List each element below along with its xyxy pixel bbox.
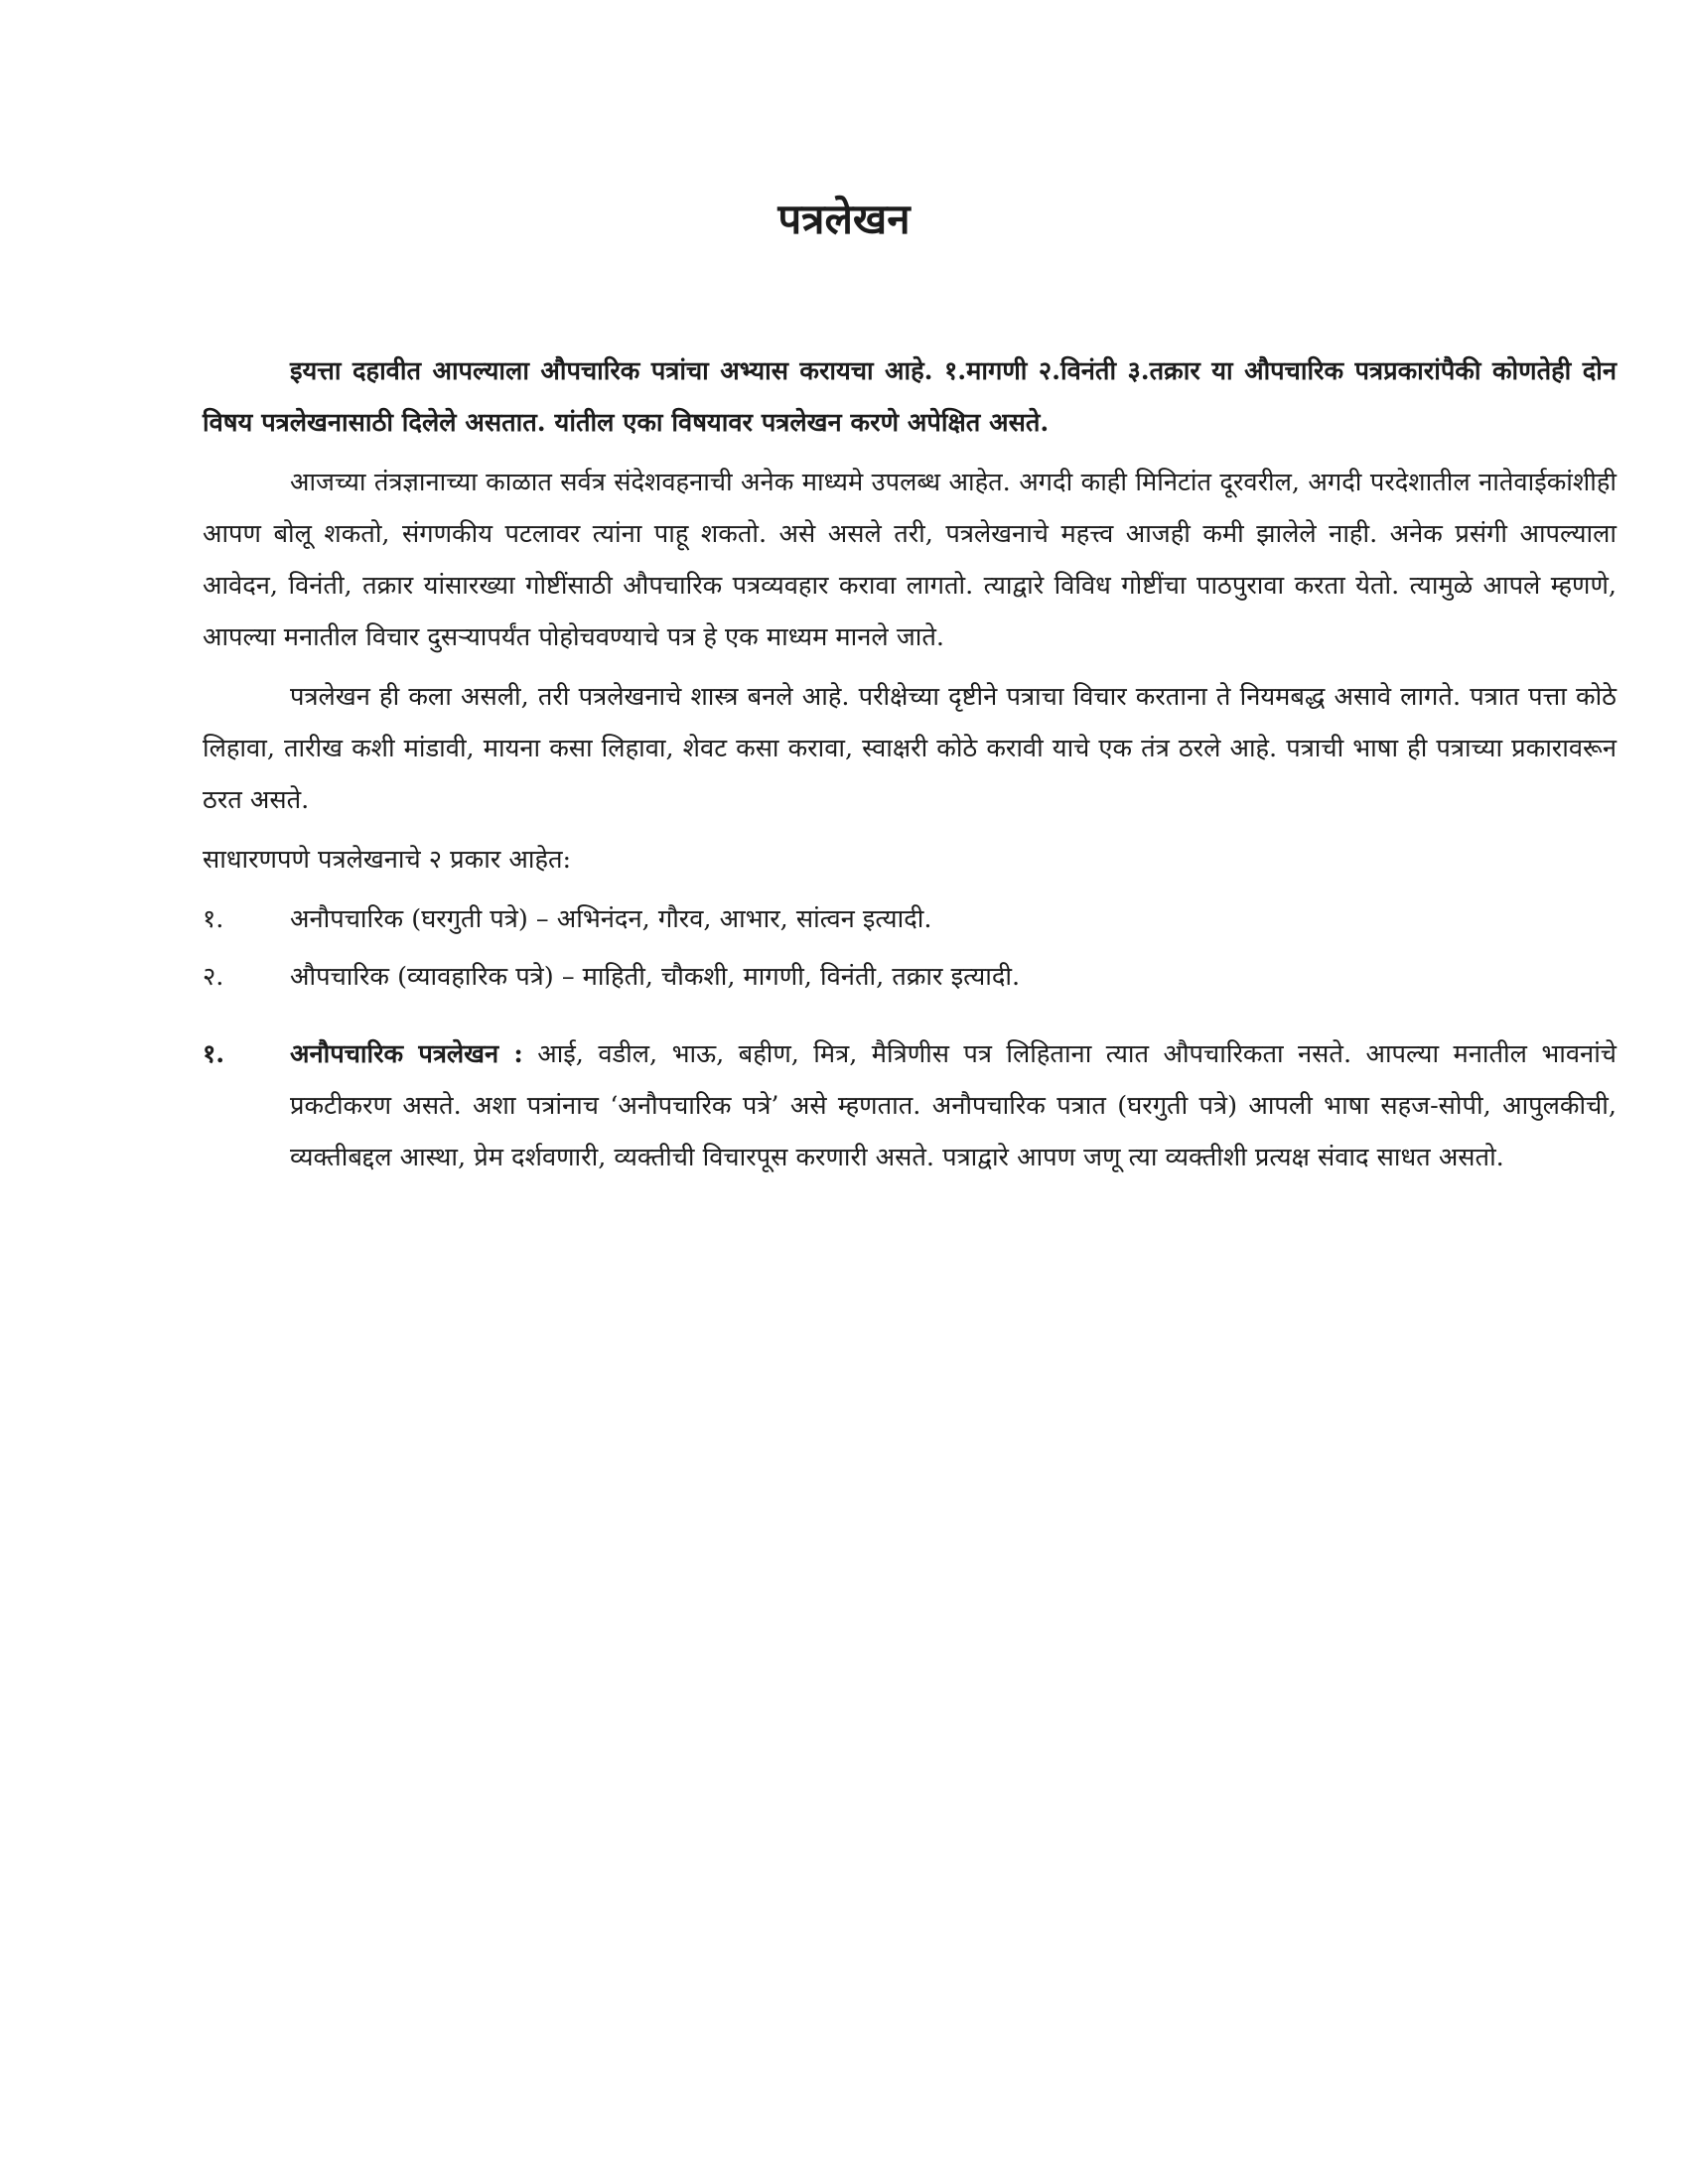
document-body	[203, 345, 1617, 1183]
section-body	[290, 1028, 1617, 1183]
types-intro: साधारणपणे पत्रलेखनाचे २ प्रकार आहेत:	[203, 845, 572, 875]
page-title: पत्रलेखन	[777, 195, 911, 243]
list-item-text: औपचारिक (व्यावहारिक पत्रे) – माहिती, चौकशी, मागणी, विनंती, तक्रार इत्यादी.	[290, 962, 1021, 992]
section-text: आई, वडील, भाऊ, बहीण, मित्र, मैत्रिणीस पत्र लिहिताना त्यात औपचारिकता नसते. आपल्या मनातील भावनांचे प्रकटीकरण असते. अशा पत्रांनाच ‘अनौपचारिक पत्रे’ असे म्हणतात. अनौपचारिक पत्रात (घरगुती पत्रे) आपली भाषा सहज-सोपी, आपुलकीची, व्यक्तीबद्दल आस्था, प्रेम दर्शवणारी, व्यक्तीची विचारपूस करणारी असते. पत्राद्वारे आपण जणू त्या व्यक्तीशी प्रत्यक्ष संवाद साधत असतो.	[290, 1039, 1617, 1172]
paragraph-importance: आजच्या तंत्रज्ञानाच्या काळात सर्वत्र संदेशवहनाची अनेक माध्यमे उपलब्ध आहेत. अगदी काही मिनिटांत दूरवरील, अगदी परदेशातील नातेवाईकांशीही आपण बोलू शकतो, संगणकीय पटलावर त्यांना पाहू शकतो. असे असले तरी, पत्रलेखनाचे महत्त्व आजही कमी झालेले नाही. अनेक प्रसंगी आपल्याला आवेदन, विनंती, तक्रार यांसारख्या गोष्टींसाठी औपचारिक पत्रव्यवहार करावा लागतो. त्याद्वारे विविध गोष्टींचा पाठपुरावा करता येतो. त्यामुळे आपले म्हणणे, आपल्या मनातील विचार दुसऱ्यापर्यंत पोहोचवण्याचे पत्र हे एक माध्यम मानले जाते.	[203, 468, 1617, 652]
section-heading: अनौपचारिक पत्रलेखन :	[290, 1039, 523, 1069]
list-item	[203, 893, 1617, 945]
section-number: १.	[203, 1039, 225, 1069]
intro-paragraph: इयत्ता दहावीत आपल्याला औपचारिक पत्रांचा अभ्यास करायचा आहे. १.मागणी २.विनंती ३.तक्रार या औपचारिक पत्रप्रकारांपैकी कोणतेही दोन विषय पत्रलेखनासाठी दिलेले असतात. यांतील एका विषयावर पत्रलेखन करणे अपेक्षित असते.	[203, 356, 1617, 438]
list-item-text: अनौपचारिक (घरगुती पत्रे) – अभिनंदन, गौरव, आभार, सांत्वन इत्यादी.	[290, 904, 932, 934]
list-item	[203, 951, 1617, 1003]
informal-letter-section	[203, 1028, 1617, 1183]
list-item-number: १.	[203, 904, 224, 934]
list-item-number: २.	[203, 962, 224, 992]
letter-types-list	[203, 893, 1617, 1003]
paragraph-rules: पत्रलेखन ही कला असली, तरी पत्रलेखनाचे शास्त्र बनले आहे. परीक्षेच्या दृष्टीने पत्राचा विचार करताना ते नियमबद्ध असावे लागते. पत्रात पत्ता कोठे लिहावा, तारीख कशी मांडावी, मायना कसा लिहावा, शेवट कसा करावा, स्वाक्षरी कोठे करावी याचे एक तंत्र ठरले आहे. पत्राची भाषा ही पत्राच्या प्रकारावरून ठरत असते.	[203, 682, 1617, 815]
